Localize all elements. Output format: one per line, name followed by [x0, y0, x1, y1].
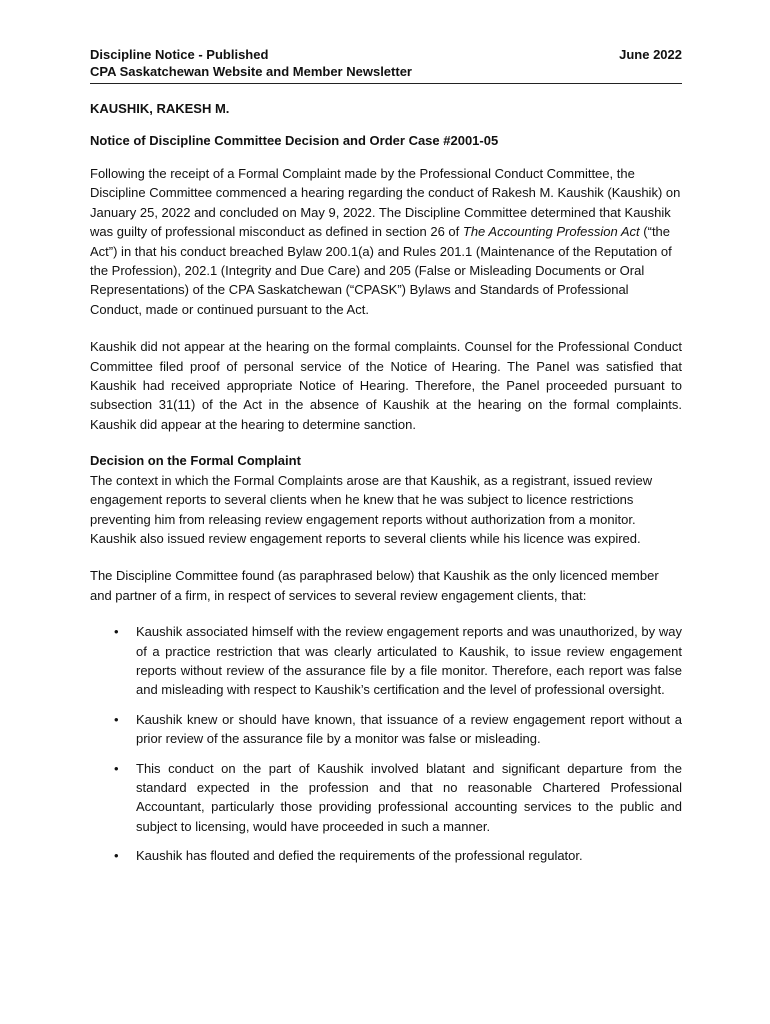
list-item — [90, 622, 682, 700]
paragraph-text: (“the Act”) in that his conduct breached Bylaw 200.1(a) and Rules 201.1 (Maintenance of the Reputation of the Profession), 202.1 (Integrity and Due Care) and 205 (False or Misleading Documents or Oral Representations) of the CPA Saskatchewan (“CPASK”) Bylaws and Standards of Professional Conduct, made or continued pursuant to the Act. — [90, 224, 672, 317]
paragraph-absence: Kaushik did not appear at the hearing on the formal complaints. Counsel for the Professional Conduct Committee filed proof of personal service of the Notice of Hearing. The Panel was satisfied that Kaushik had received appropriate Notice of Hearing. Therefore, the Panel proceeded pursuant to subsection 31(11) of the Act in the absence of Kaushik at the hearing on the formal complaints. Kaushik did appear at the hearing to determine sanction. — [90, 339, 682, 432]
document-header — [90, 46, 682, 84]
header-date: June 2022 — [619, 47, 682, 62]
list-item — [90, 846, 682, 865]
act-title: The Accounting Profession Act — [462, 224, 640, 240]
header-publication: CPA Saskatchewan Website and Member Newsletter — [90, 64, 412, 79]
header-notice-type: Discipline Notice - Published — [90, 47, 269, 62]
bullet-icon: • — [114, 711, 119, 727]
paragraph-hearing-summary — [90, 164, 682, 319]
list-item-text: Kaushik knew or should have known, that issuance of a review engagement report without a prior review of the assurance file by a monitor was false or misleading. — [136, 711, 682, 747]
paragraph-text: Following the receipt of a Formal Complaint made by the Professional Conduct Committee, the Discipline Committee commenced a hearing regarding the conduct of Rakesh M. Kaushik (Kaushik) on January 25, 2022 and concluded on May 9, 2022. The Discipline Committee determined that Kaushik was guilty of professional misconduct as defined in section 26 of — [90, 166, 681, 240]
document-page — [90, 46, 682, 876]
member-name: KAUSHIK, RAKESH M. — [90, 101, 230, 116]
section-heading: Decision on the Formal Complaint — [90, 453, 301, 469]
list-item-text: Kaushik has flouted and defied the requirements of the professional regulator. — [136, 848, 583, 864]
paragraph-context: The context in which the Formal Complaints arose are that Kaushik, as a registrant, issued review engagement reports to several clients when he knew that he was subject to licence restrictions preventing him from releasing review engagement reports without authorization from a monitor. Kaushik also issued review engagement reports to several clients while his licence was expired. — [90, 472, 653, 546]
bullet-icon: • — [114, 848, 119, 864]
paragraph-findings-intro: The Discipline Committee found (as paraphrased below) that Kaushik as the only licenced member and partner of a firm, in respect of services to several review engagement clients, that: — [90, 568, 659, 603]
notice-title: Notice of Discipline Committee Decision and Order Case #2001-05 — [90, 133, 499, 148]
list-item-text: This conduct on the part of Kaushik involved blatant and significant departure from the standard expected in the profession and that no reasonable Chartered Professional Accountant, particularly those providing professional accounting services to the public and subject to licensing, would have proceeded in such a manner. — [136, 760, 682, 834]
bullet-icon: • — [114, 624, 119, 640]
findings-list — [90, 622, 682, 865]
bullet-icon: • — [114, 760, 119, 776]
list-item — [90, 759, 682, 837]
list-item — [90, 710, 682, 749]
list-item-text: Kaushik associated himself with the review engagement reports and was unauthorized, by way of a practice restriction that was clearly articulated to Kaushik, to issue review engagement reports without review of the assurance file by a file monitor. Therefore, each report was false and misleading with respect to Kaushik’s certification and the level of professional oversight. — [136, 624, 682, 698]
